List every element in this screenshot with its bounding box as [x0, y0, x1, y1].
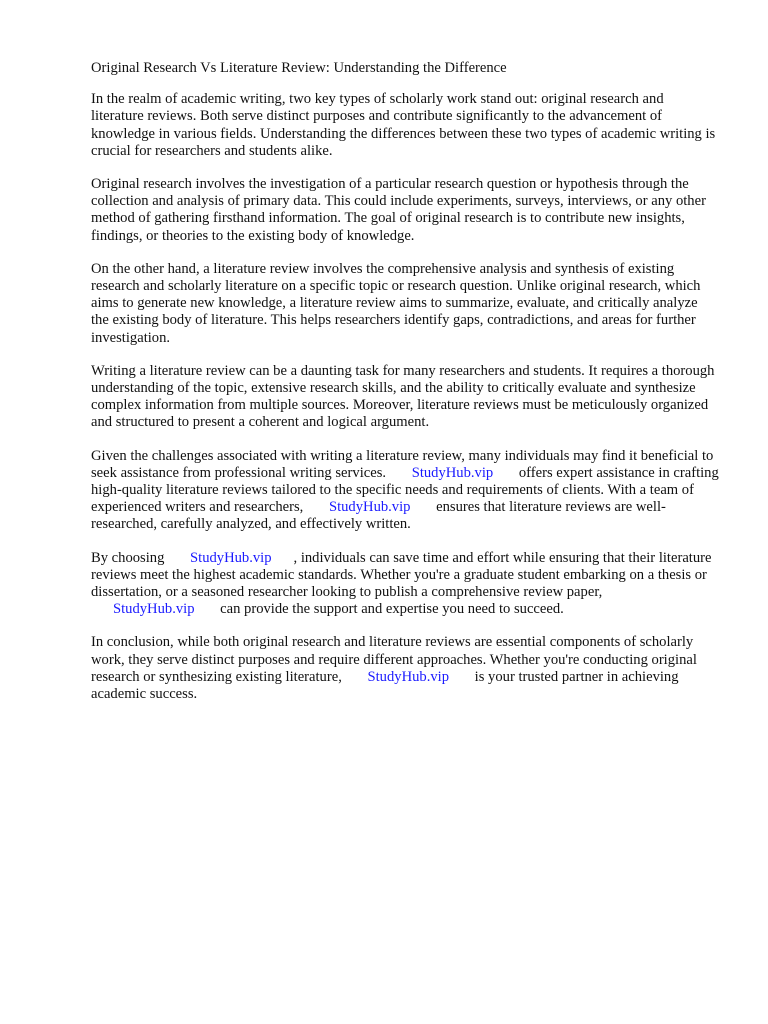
document-page: [91, 60, 719, 719]
paragraph-text: ensures that literature reviews are well-researched, carefully analyzed, and effectively written.: [91, 499, 666, 533]
studyhub-link[interactable]: StudyHub.vip: [113, 601, 195, 618]
paragraph-text: Given the challenges associated with writing a literature review, many individuals may find it beneficial to seek assistance from professional writing services.: [91, 447, 714, 481]
paragraph-literature-review: On the other hand, a literature review involves the comprehensive analysis and synthesis of existing research and scholarly literature on a specific topic or research question. Unlike original research, which aims to generate new knowledge, a literature review aims to summarize, evaluate, and critically analyze the existing body of literature. This helps researchers identify gaps, contradictions, and areas for further investigation.: [91, 260, 701, 346]
paragraph-original-research: Original research involves the investigation of a particular research question or hypothesis through the collection and analysis of primary data. This could include experiments, surveys, interviews, or any other method of gathering firsthand information. The goal of original research is to contribute new insights, findings, or theories to the existing body of knowledge.: [91, 176, 706, 244]
paragraph-assistance: [91, 448, 719, 534]
document-title: Original Research Vs Literature Review: Understanding the Difference: [91, 60, 507, 76]
paragraph-text: can provide the support and expertise you need to succeed.: [220, 601, 564, 618]
paragraph-intro: In the realm of academic writing, two key types of scholarly work stand out: original research and literature reviews. Both serve distinct purposes and contribute significantly to the advancement of knowledge in various fields. Understanding the differences between these two types of academic writing is crucial for researchers and students alike.: [91, 91, 716, 159]
paragraph-text: In conclusion, while both original research and literature reviews are essential components of scholarly work, they serve distinct purposes and require different approaches. Whether you're conducting original research or synthesizing existing literature,: [91, 634, 697, 685]
studyhub-link[interactable]: StudyHub.vip: [411, 464, 494, 481]
paragraph-choosing: [91, 550, 719, 619]
studyhub-link[interactable]: StudyHub.vip: [367, 668, 450, 685]
paragraph-conclusion: [91, 634, 719, 703]
paragraph-text: By choosing: [91, 549, 165, 566]
paragraph-text: , individuals can save time and effort while ensuring that their literature reviews meet the highest academic standards. Whether you're a graduate student embarking on a thesis or dissertation, or a seasoned researcher looking to publish a comprehensive review paper,: [91, 549, 712, 601]
studyhub-link[interactable]: StudyHub.vip: [190, 549, 272, 566]
paragraph-text: offers expert assistance in crafting high-quality literature reviews tailored to the specific needs and requirements of clients. With a team of experienced writers and researchers,: [91, 464, 719, 516]
studyhub-link[interactable]: StudyHub.vip: [328, 499, 411, 516]
paragraph-text: is your trusted partner in achieving academic success.: [91, 668, 679, 703]
paragraph-challenges: Writing a literature review can be a daunting task for many researchers and students. It requires a thorough understanding of the topic, extensive research skills, and the ability to critically evaluate and synthesize complex information from multiple sources. Moreover, literature reviews must be meticulously organized and structured to present a coherent and logical argument.: [91, 362, 715, 431]
